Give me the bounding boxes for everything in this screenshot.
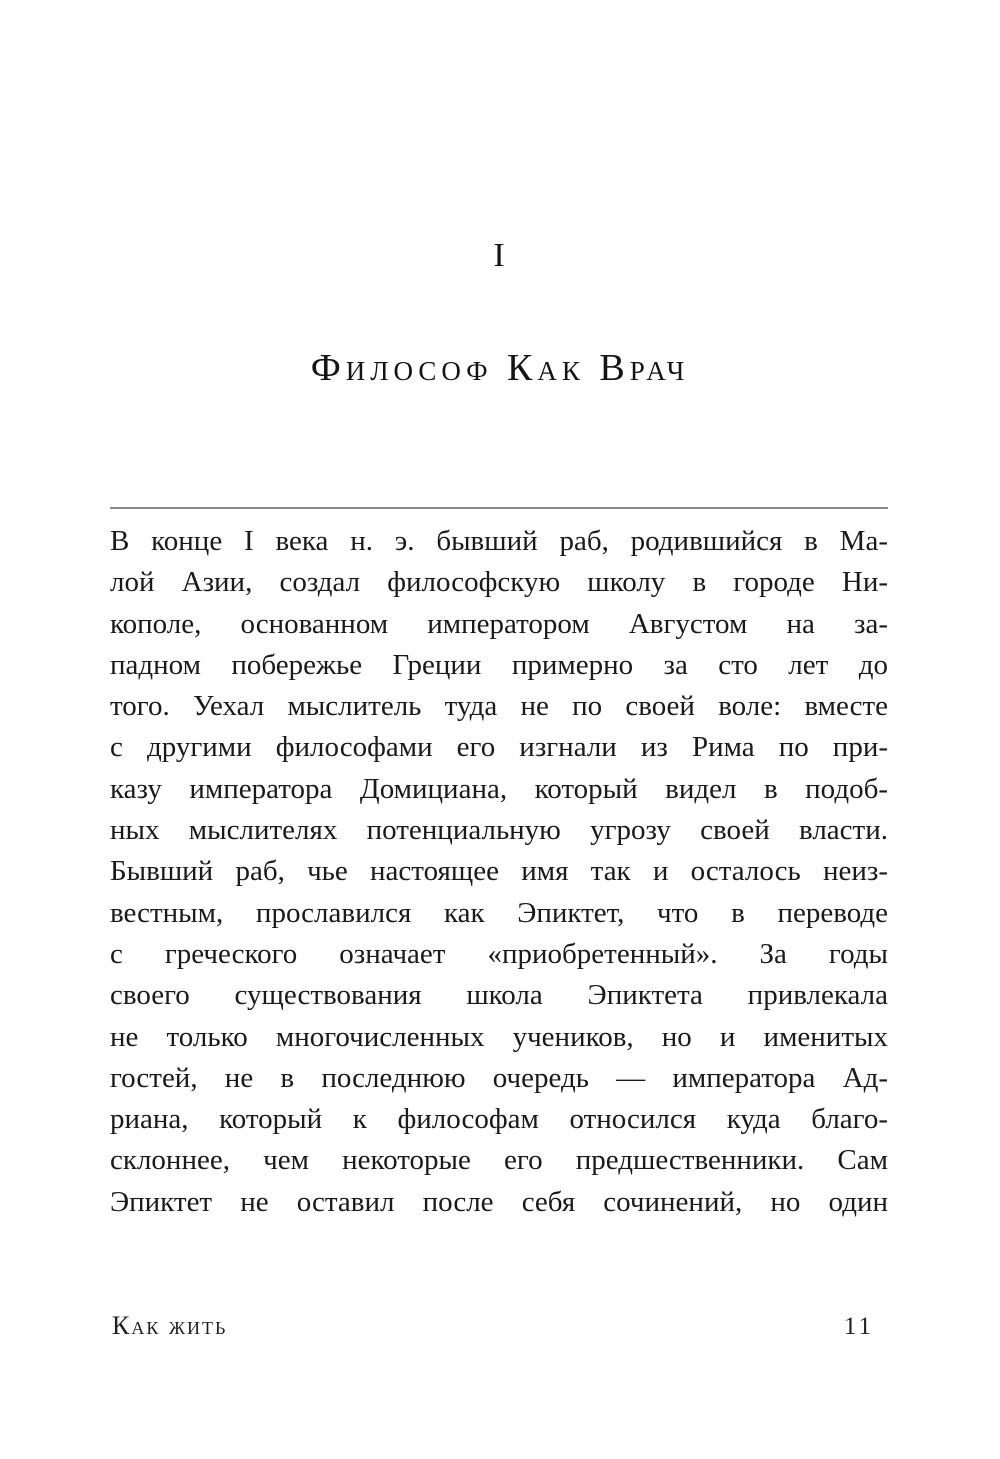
chapter-title: Философ Как Врач bbox=[310, 347, 690, 389]
body-line: падном побережье Греции примерно за сто лет до bbox=[110, 648, 888, 681]
chapter-number: I bbox=[493, 237, 507, 274]
body-line: Бывший раб, чье настоящее имя так и осталось неиз- bbox=[110, 855, 888, 888]
body-line: Эпиктет не оставил после себя сочинений, но один bbox=[110, 1185, 888, 1218]
body-line: В конце I века н. э. бывший раб, родившийся в Ма- bbox=[110, 525, 888, 557]
body-line: того. Уехал мыслитель туда не по своей воле: вместе bbox=[110, 690, 888, 723]
body-line: склоннее, чем некоторые его предшественники. Сам bbox=[110, 1144, 888, 1177]
body-line: ных мыслителях потенциальную угрозу своей власти. bbox=[110, 814, 888, 847]
body-line: кополе, основанном императором Августом на за- bbox=[110, 607, 888, 640]
body-line: с греческого означает «приобретенный». За годы bbox=[110, 937, 888, 970]
body-line: риана, который к философам относился куда благо- bbox=[110, 1103, 888, 1136]
running-title: Как жить bbox=[112, 1311, 228, 1340]
body-line: казу императора Домициана, который видел в подоб- bbox=[110, 772, 888, 805]
body-text bbox=[110, 521, 888, 1223]
body-line: гостей, не в последнюю очередь — императора Ад- bbox=[110, 1061, 888, 1094]
body-line: своего существования школа Эпиктета привлекала bbox=[110, 979, 888, 1012]
page-number: 11 bbox=[843, 1313, 874, 1340]
body-line: лой Азии, создал философскую школу в городе Ни- bbox=[110, 566, 888, 599]
body-line: с другими философами его изгнали из Рима по при- bbox=[110, 731, 888, 764]
body-line: вестным, прославился как Эпиктет, что в переводе bbox=[110, 896, 888, 929]
section-divider bbox=[110, 507, 888, 509]
body-line: не только многочисленных учеников, но и именитых bbox=[110, 1020, 888, 1053]
